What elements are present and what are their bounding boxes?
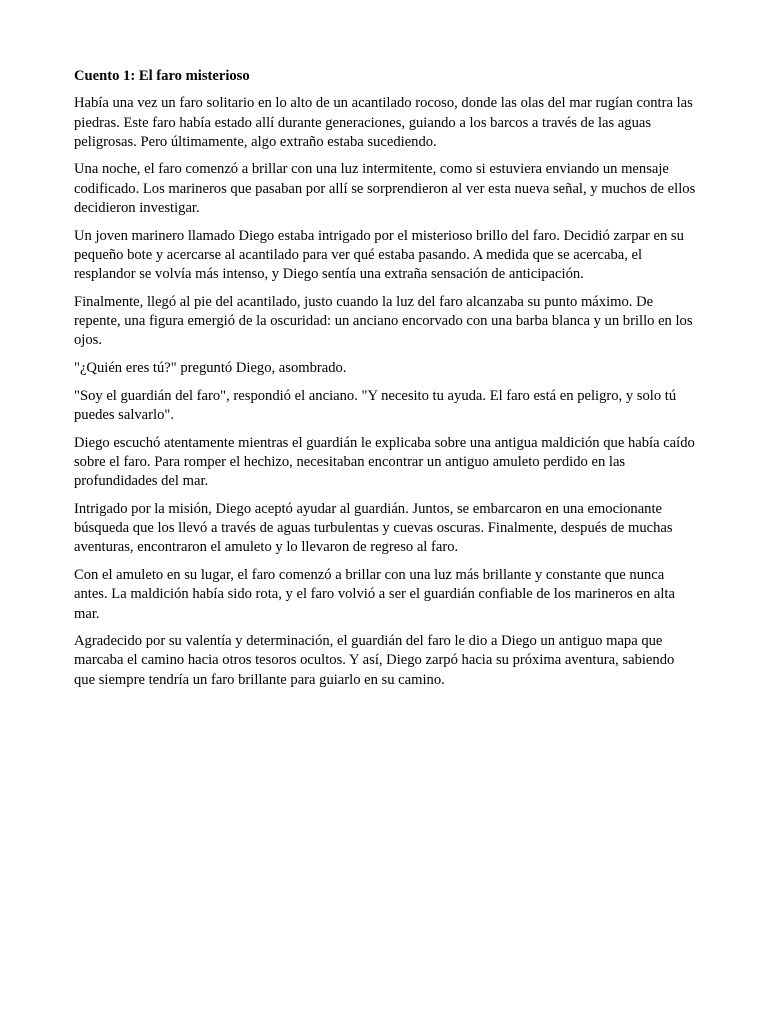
paragraph: Una noche, el faro comenzó a brillar con una luz intermitente, como si estuviera enviando un mensaje codificado. Los marineros que pasaban por allí se sorprendieron al ver esta nueva señal, y muchos de ellos decidieron investigar. (74, 161, 696, 217)
paragraph: Finalmente, llegó al pie del acantilado, justo cuando la luz del faro alcanzaba su punto máximo. De repente, una figura emergió de la oscuridad: un anciano encorvado con una barba blanca y un brillo en los ojos. (74, 293, 693, 349)
paragraph: "¿Quién eres tú?" preguntó Diego, asombrado. (74, 360, 347, 377)
document-body (74, 67, 696, 698)
paragraph: Había una vez un faro solitario en lo alto de un acantilado rocoso, donde las olas del mar rugían contra las piedras. Este faro había estado allí durante generaciones, guiando a los barcos a través de las aguas peligrosas. Pero últimamente, algo extraño estaba sucediendo. (74, 95, 693, 150)
paragraph: Con el amuleto en su lugar, el faro comenzó a brillar con una luz más brillante y constante que nunca antes. La maldición había sido rota, y el faro volvió a ser el guardián confiable de los marineros en alta mar. (74, 566, 675, 622)
story-title: Cuento 1: El faro misterioso (74, 68, 250, 84)
paragraph: Intrigado por la misión, Diego aceptó ayudar al guardián. Juntos, se embarcaron en una emocionante búsqueda que los llevó a través de aguas turbulentas y cuevas oscuras. Finalmente, después de muchas aventuras, encontraron el amuleto y lo llevaron de regreso al faro. (74, 500, 673, 556)
paragraph: Agradecido por su valentía y determinación, el guardián del faro le dio a Diego un antiguo mapa que marcaba el camino hacia otros tesoros ocultos. Y así, Diego zarpó hacia su próxima aventura, sabiendo que siempre tendría un faro brillante para guiarlo en su camino. (74, 633, 675, 688)
paragraph: Un joven marinero llamado Diego estaba intrigado por el misterioso brillo del faro. Decidió zarpar en su pequeño bote y acercarse al acantilado para ver qué estaba pasando. A medida que se acercaba, el resplandor se volvía más intenso, y Diego sentía una extraña sensación de anticipación. (74, 227, 684, 283)
paragraph: "Soy el guardián del faro", respondió el anciano. "Y necesito tu ayuda. El faro está en peligro, y solo tú puedes salvarlo". (74, 387, 677, 423)
paragraph: Diego escuchó atentamente mientras el guardián le explicaba sobre una antigua maldición que había caído sobre el faro. Para romper el hechizo, necesitaban encontrar un antiguo amuleto perdido en las profundidades del mar. (74, 434, 695, 490)
